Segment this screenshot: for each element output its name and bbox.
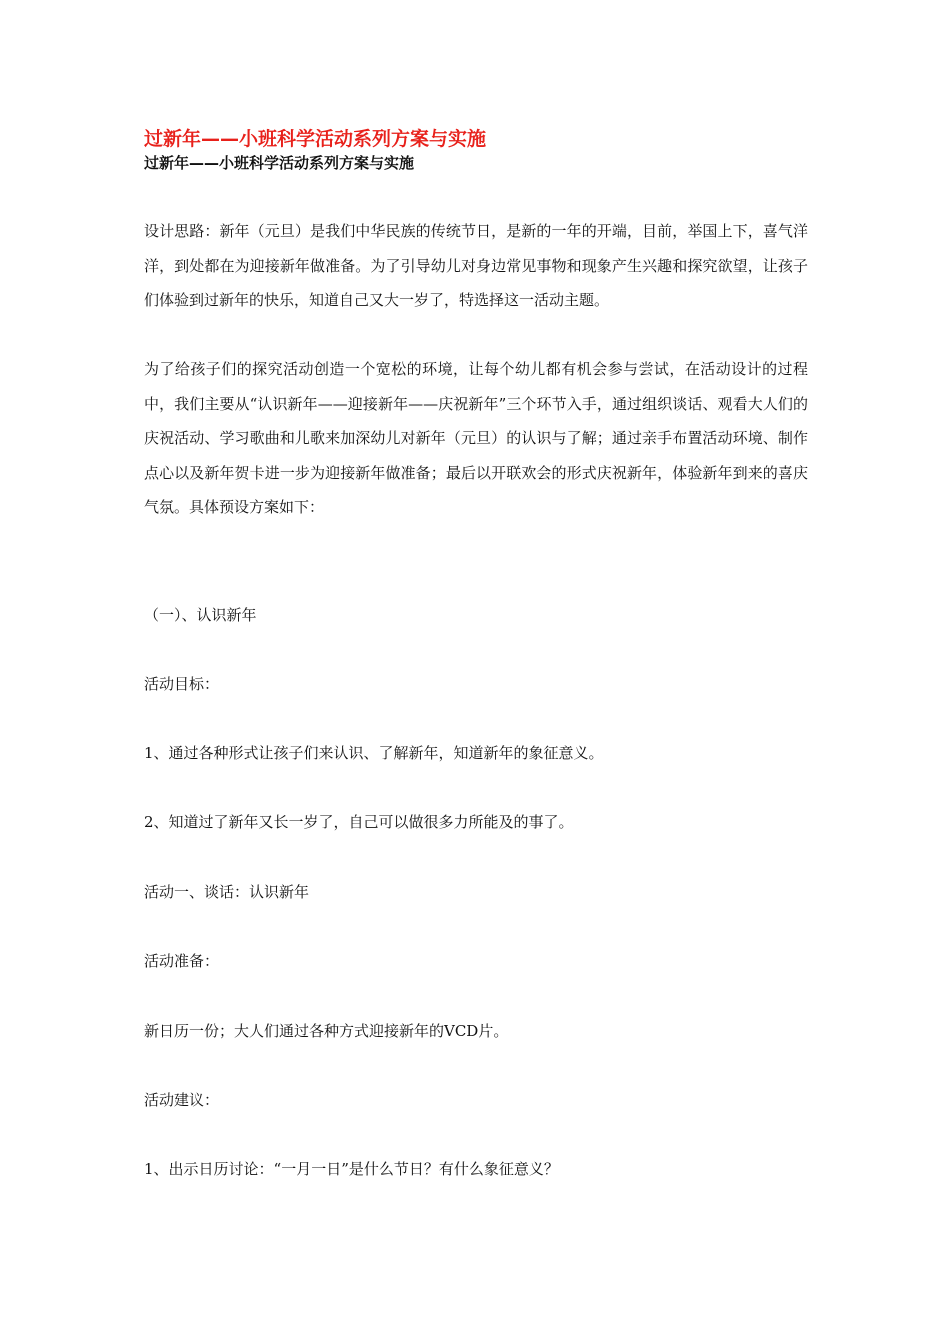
- goal-item-2: 2、知道过了新年又长一岁了，自己可以做很多力所能及的事了。: [144, 813, 574, 831]
- goals-label: 活动目标：: [144, 675, 220, 693]
- design-idea-paragraph: 设计思路：新年（元旦）是我们中华民族的传统节日，是新的一年的开端，目前，举国上下，喜气洋洋，到处都在为迎接新年做准备。为了引导幼儿对身边常见事物和现象产生兴趣和探究欲望，让孩子们体验到过新年的快乐，知道自己又大一岁了，特选择这一活动主题。: [144, 222, 808, 309]
- preparation-text: 新日历一份；大人们通过各种方式迎接新年的VCD片。: [144, 1022, 509, 1040]
- approach-paragraph: 为了给孩子们的探究活动创造一个宽松的环境，让每个幼儿都有机会参与尝试，在活动设计的过程中，我们主要从“认识新年——迎接新年——庆祝新年”三个环节入手，通过组织谈话、观看大人们的庆祝活动、学习歌曲和儿歌来加深幼儿对新年（元旦）的认识与了解；通过亲手布置活动环境、制作点心以及新年贺卡进一步为迎接新年做准备；最后以开联欢会的形式庆祝新年，体验新年到来的喜庆气氛。具体预设方案如下：: [144, 360, 808, 516]
- preparation-label: 活动准备：: [144, 952, 220, 970]
- document-title: 过新年——小班科学活动系列方案与实施: [144, 128, 487, 150]
- goal-item-1: 1、通过各种形式让孩子们来认识、了解新年，知道新年的象征意义。: [144, 744, 604, 762]
- section-heading: （一）、认识新年: [144, 606, 257, 624]
- suggestion-item-1: 1、出示日历讨论：“一月一日”是什么节日？有什么象征意义？: [144, 1160, 559, 1178]
- suggestion-label: 活动建议：: [144, 1091, 220, 1109]
- document-subtitle: 过新年——小班科学活动系列方案与实施: [144, 154, 415, 172]
- activity-1-title: 活动一、谈话：认识新年: [144, 883, 310, 901]
